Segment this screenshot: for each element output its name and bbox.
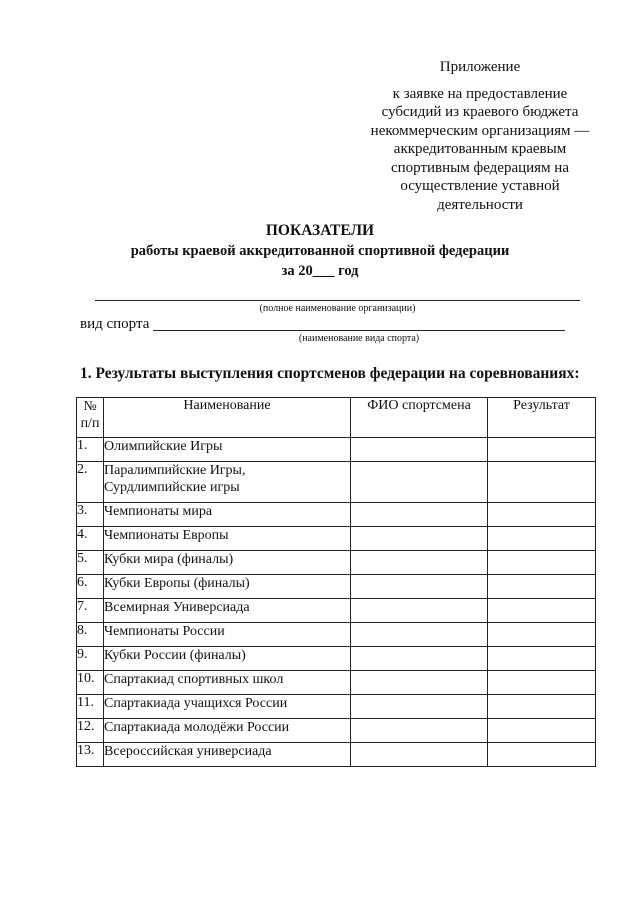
row-num: 4. (77, 527, 104, 551)
row-num: 9. (77, 647, 104, 671)
appendix-line: субсидий из краевого бюджета (381, 104, 579, 120)
row-num: 2. (77, 462, 104, 503)
result-cell[interactable] (488, 438, 596, 462)
section-title: 1. Результаты выступления спортсменов федерации на соревнованиях: (80, 365, 580, 382)
header-num-line2: п/п (80, 416, 100, 431)
table-row (77, 462, 596, 503)
table-row (77, 575, 596, 599)
appendix-line: осуществление уставной (400, 178, 560, 194)
result-cell[interactable] (488, 671, 596, 695)
row-name: Кубки России (финалы) (104, 647, 351, 671)
result-cell[interactable] (488, 623, 596, 647)
header-num-line1: № (83, 399, 97, 414)
athlete-cell[interactable] (351, 671, 488, 695)
header-name: Наименование (104, 398, 351, 438)
table-row (77, 695, 596, 719)
row-name: Кубки Европы (финалы) (104, 575, 351, 599)
result-cell[interactable] (488, 719, 596, 743)
row-num: 10. (77, 671, 104, 695)
row-name-line1: Паралимпийские Игры, (104, 463, 246, 478)
result-cell[interactable] (488, 743, 596, 767)
table-row (77, 503, 596, 527)
row-num: 7. (77, 599, 104, 623)
row-name: Спартакиада учащихся России (104, 695, 351, 719)
result-cell[interactable] (488, 462, 596, 503)
result-cell[interactable] (488, 599, 596, 623)
row-num: 1. (77, 438, 104, 462)
row-name: Чемпионаты мира (104, 503, 351, 527)
row-num: 13. (77, 743, 104, 767)
result-cell[interactable] (488, 647, 596, 671)
appendix-line: аккредитованным краевым (393, 141, 567, 157)
row-name (104, 462, 351, 503)
athlete-cell[interactable] (351, 503, 488, 527)
sport-name-line[interactable] (153, 330, 565, 331)
row-name: Спартакиада молодёжи России (104, 719, 351, 743)
athlete-cell[interactable] (351, 575, 488, 599)
athlete-cell[interactable] (351, 743, 488, 767)
table-row (77, 719, 596, 743)
row-num: 11. (77, 695, 104, 719)
appendix-note (330, 58, 630, 214)
table-row (77, 671, 596, 695)
appendix-title: Приложение (439, 59, 521, 75)
athlete-cell[interactable] (351, 462, 488, 503)
document-subtitle: работы краевой аккредитованной спортивной федерации (130, 243, 510, 259)
sport-label: вид спорта (80, 316, 150, 332)
row-name: Всемирная Универсиада (104, 599, 351, 623)
row-name: Чемпионаты России (104, 623, 351, 647)
row-name: Олимпийские Игры (104, 438, 351, 462)
athlete-cell[interactable] (351, 695, 488, 719)
athlete-cell[interactable] (351, 527, 488, 551)
document-heading (0, 221, 640, 281)
row-num: 8. (77, 623, 104, 647)
table-row (77, 527, 596, 551)
appendix-line: деятельности (437, 196, 523, 213)
result-cell[interactable] (488, 575, 596, 599)
table-row (77, 438, 596, 462)
table-row (77, 551, 596, 575)
result-cell[interactable] (488, 551, 596, 575)
table-row (77, 623, 596, 647)
athlete-cell[interactable] (351, 438, 488, 462)
appendix-line: к заявке на предоставление (392, 85, 568, 102)
athlete-cell[interactable] (351, 623, 488, 647)
document-title: ПОКАЗАТЕЛИ (265, 222, 375, 239)
header-result: Результат (488, 398, 596, 438)
appendix-line: некоммерческим организациям — (370, 122, 590, 139)
table-header-row (77, 398, 596, 438)
row-name: Кубки мира (финалы) (104, 551, 351, 575)
organization-name-caption: (полное наименование организации) (259, 303, 416, 314)
row-num: 6. (77, 575, 104, 599)
appendix-line: спортивным федерациям на (390, 159, 569, 176)
organization-name-line[interactable] (95, 300, 580, 301)
result-cell[interactable] (488, 695, 596, 719)
table-row (77, 743, 596, 767)
row-name: Спартакиад спортивных школ (104, 671, 351, 695)
header-num (77, 398, 104, 438)
athlete-cell[interactable] (351, 719, 488, 743)
results-table (76, 397, 596, 767)
athlete-cell[interactable] (351, 599, 488, 623)
table-row (77, 599, 596, 623)
document-year: за 20___ год (281, 263, 359, 279)
athlete-cell[interactable] (351, 647, 488, 671)
athlete-cell[interactable] (351, 551, 488, 575)
row-num: 3. (77, 503, 104, 527)
table-row (77, 647, 596, 671)
result-cell[interactable] (488, 527, 596, 551)
result-cell[interactable] (488, 503, 596, 527)
row-name-line2: Сурдлимпийские игры (104, 480, 240, 495)
row-name: Всероссийская универсиада (104, 743, 351, 767)
sport-name-caption: (наименование вида спорта) (298, 333, 420, 344)
row-num: 5. (77, 551, 104, 575)
header-athlete: ФИО спортсмена (351, 398, 488, 438)
row-name: Чемпионаты Европы (104, 527, 351, 551)
row-num: 12. (77, 719, 104, 743)
